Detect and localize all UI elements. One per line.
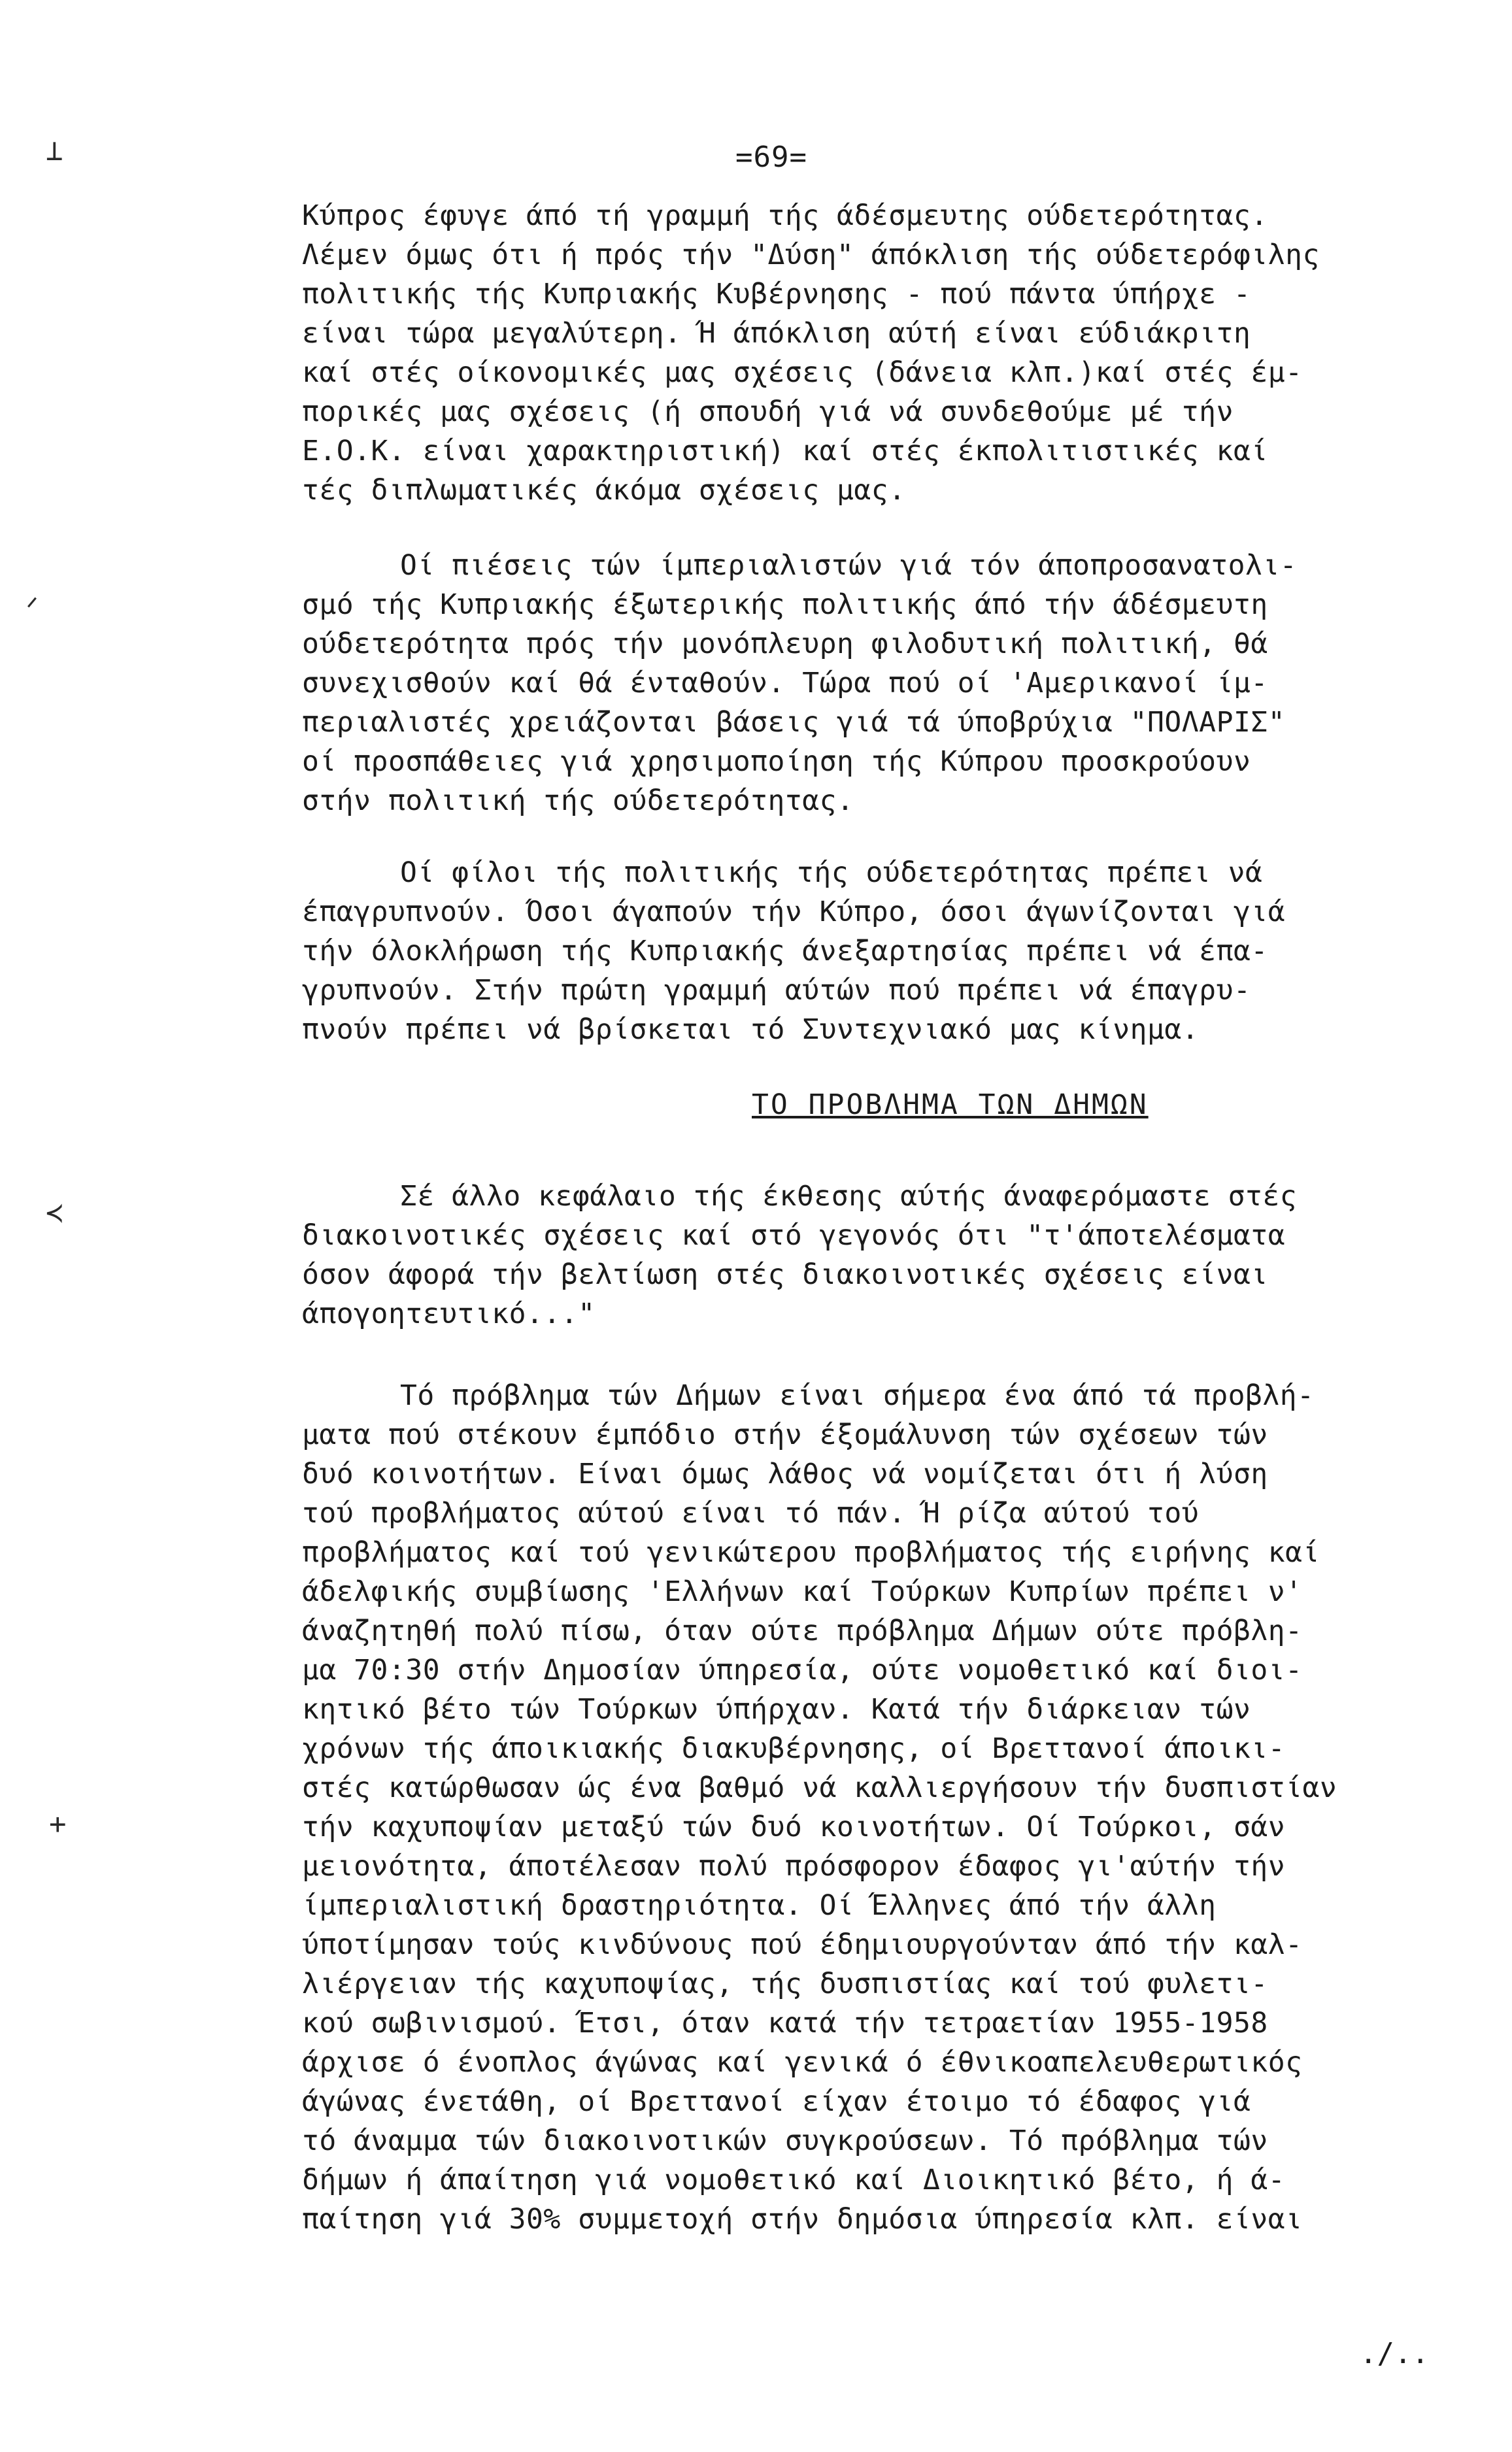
- page-number: =69=: [735, 141, 807, 174]
- margin-mark-second-paragraph: ᐟ: [26, 592, 39, 625]
- text-line: δήμων ή άπαίτηση γιά νομοθετικό καί Διοικητικό βέτο, ή ά-: [302, 2164, 1286, 2196]
- text-line: πνούν πρέπει νά βρίσκεται τό Συντεχνιακό μας κίνημα.: [302, 1013, 1200, 1046]
- text-line: τού προβλήματος αύτού είναι τό πάν. Ή ρίζα αύτού τού: [302, 1497, 1200, 1530]
- text-line: διακοινοτικές σχέσεις καί στό γεγονός ότι "τ'άποτελέσματα: [302, 1219, 1286, 1252]
- text-line: σμό τής Κυπριακής έξωτερικής πολιτικής άπό τήν άδέσμευτη: [302, 588, 1268, 621]
- text-line: Λέμεν όμως ότι ή πρός τήν "Δύση" άπόκλιση τής ούδετερόφιλης: [302, 239, 1320, 271]
- text-line: Οί φίλοι τής πολιτικής τής ούδετερότητας πρέπει νά: [400, 856, 1263, 889]
- text-line: ίμπεριαλιστική δραστηριότητα. Οί Έλληνες άπό τήν άλλη: [302, 1889, 1217, 1922]
- text-line: πολιτικής τής Κυπριακής Κυβέρνησης - πού πάντα ύπήρχε -: [302, 278, 1251, 311]
- text-line: άρχισε ό ένοπλος άγώνας καί γενικά ό έθνικοαπελευθερωτικός: [302, 2046, 1303, 2079]
- text-line: Σέ άλλο κεφάλαιο τής έκθεσης αύτής άναφερόμαστε στές: [400, 1180, 1298, 1213]
- text-line: πορικές μας σχέσεις (ή σπουδή γιά νά συνδεθούμε μέ τήν: [302, 395, 1234, 428]
- text-line: στές κατώρθωσαν ώς ένα βαθμό νά καλλιεργήσουν τήν δυσπιστίαν: [302, 1772, 1337, 1804]
- paragraph-3: [302, 853, 1479, 1049]
- text-line: Οί πιέσεις τών ίμπεριαλιστών γιά τόν άποπροσανατολι-: [400, 549, 1298, 582]
- text-line: τήν καχυποψίαν μεταξύ τών δυό κοινοτήτων. Οί Τούρκοι, σάν: [302, 1811, 1286, 1843]
- text-line: άπογοητευτικό...": [302, 1298, 596, 1330]
- text-line: λιέργειαν τής καχυποψίας, τής δυσπιστίας καί τού φυλετι-: [302, 1968, 1268, 2000]
- text-line: ματα πού στέκουν έμπόδιο στήν έξομάλυνση τών σχέσεων τών: [302, 1419, 1268, 1451]
- margin-mark-arrow: ≺: [46, 1196, 63, 1230]
- text-line: ύποτίμησαν τούς κινδύνους πού έδημιουργούνταν άπό τήν καλ-: [302, 1928, 1303, 1961]
- text-line: είναι τώρα μεγαλύτερη. Ή άπόκλιση αύτή είναι εύδιάκριτη: [302, 317, 1251, 350]
- paragraph-5: [302, 1376, 1479, 2239]
- text-line: τές διπλωματικές άκόμα σχέσεις μας.: [302, 474, 906, 507]
- text-line: δυό κοινοτήτων. Είναι όμως λάθος νά νομίζεται ότι ή λύση: [302, 1458, 1268, 1490]
- text-line: τό άναμμα τών διακοινοτικών συγκρούσεων. Τό πρόβλημα τών: [302, 2125, 1268, 2157]
- margin-mark-cross: +: [49, 1807, 67, 1841]
- text-line: οί προσπάθειες γιά χρησιμοποίηση τής Κύπρου προσκρούουν: [302, 745, 1251, 778]
- text-line: Τό πρόβλημα τών Δήμων είναι σήμερα ένα άπό τά προβλή-: [400, 1379, 1315, 1412]
- text-line: Κύπρος έφυγε άπό τή γραμμή τής άδέσμευτης ούδετερότητας.: [302, 199, 1268, 232]
- text-line: μα 70:30 στήν Δημοσίαν ύπηρεσία, ούτε νομοθετικό καί διοι-: [302, 1654, 1303, 1687]
- paragraph-4: [302, 1177, 1479, 1334]
- text-line: προβλήματος καί τού γενικώτερου προβλήματος τής ειρήνης καί: [302, 1536, 1320, 1569]
- text-line: τήν όλοκλήρωση τής Κυπριακής άνεξαρτησίας πρέπει νά έπα-: [302, 935, 1268, 967]
- text-line: παίτηση γιά 30% συμμετοχή στήν δημόσια ύπηρεσία κλπ. είναι: [302, 2203, 1303, 2236]
- paragraph-2: [302, 546, 1479, 820]
- text-line: καί στές οίκονομικές μας σχέσεις (δάνεια κλπ.)καί στές έμ-: [302, 356, 1303, 389]
- text-line: άδελφικής συμβίωσης 'Ελλήνων καί Τούρκων Κυπρίων πρέπει ν': [302, 1575, 1303, 1608]
- text-line: κού σωβινισμού. Έτσι, όταν κατά τήν τετραετίαν 1955-1958: [302, 2007, 1268, 2040]
- text-line: άγώνας ένετάθη, οί Βρεττανοί είχαν έτοιμο τό έδαφος γιά: [302, 2085, 1251, 2118]
- continuation-mark: ./..: [1360, 2337, 1429, 2370]
- text-line: περιαλιστές χρειάζονται βάσεις γιά τά ύποβρύχια "ΠΟΛΑΡΙΣ": [302, 706, 1286, 739]
- text-line: χρόνων τής άποικιακής διακυβέρνησης, οί Βρεττανοί άποικι-: [302, 1732, 1286, 1765]
- text-line: μειονότητα, άποτέλεσαν πολύ πρόσφορον έδαφος γι'αύτήν τήν: [302, 1850, 1286, 1883]
- text-line: ούδετερότητα πρός τήν μονόπλευρη φιλοδυτική πολιτική, θά: [302, 628, 1268, 660]
- text-line: άναζητηθή πολύ πίσω, όταν ούτε πρόβλημα Δήμων ούτε πρόβλη-: [302, 1615, 1303, 1647]
- margin-mark-top: ⊥: [46, 134, 63, 167]
- text-line: όσον άφορά τήν βελτίωση στές διακοινοτικές σχέσεις είναι: [302, 1258, 1268, 1291]
- text-line: έπαγρυπνούν. Όσοι άγαπούν τήν Κύπρο, όσοι άγωνίζονται γιά: [302, 896, 1286, 928]
- section-heading: ΤΟ ΠΡΟΒΛΗΜΑ ΤΩΝ ΔΗΜΩΝ: [752, 1088, 1149, 1121]
- text-line: κητικό βέτο τών Τούρκων ύπήρχαν. Κατά τήν διάρκειαν τών: [302, 1693, 1251, 1726]
- text-line: Ε.Ο.Κ. είναι χαρακτηριστική) καί στές έκπολιτιστικές καί: [302, 435, 1268, 467]
- text-line: στήν πολιτική τής ούδετερότητας.: [302, 784, 854, 817]
- text-line: συνεχισθούν καί θά ένταθούν. Τώρα πού οί 'Αμερικανοί ίμ-: [302, 667, 1268, 699]
- text-line: γρυπνούν. Στήν πρώτη γραμμή αύτών πού πρέπει νά έπαγρυ-: [302, 974, 1251, 1007]
- paragraph-1: [302, 196, 1479, 510]
